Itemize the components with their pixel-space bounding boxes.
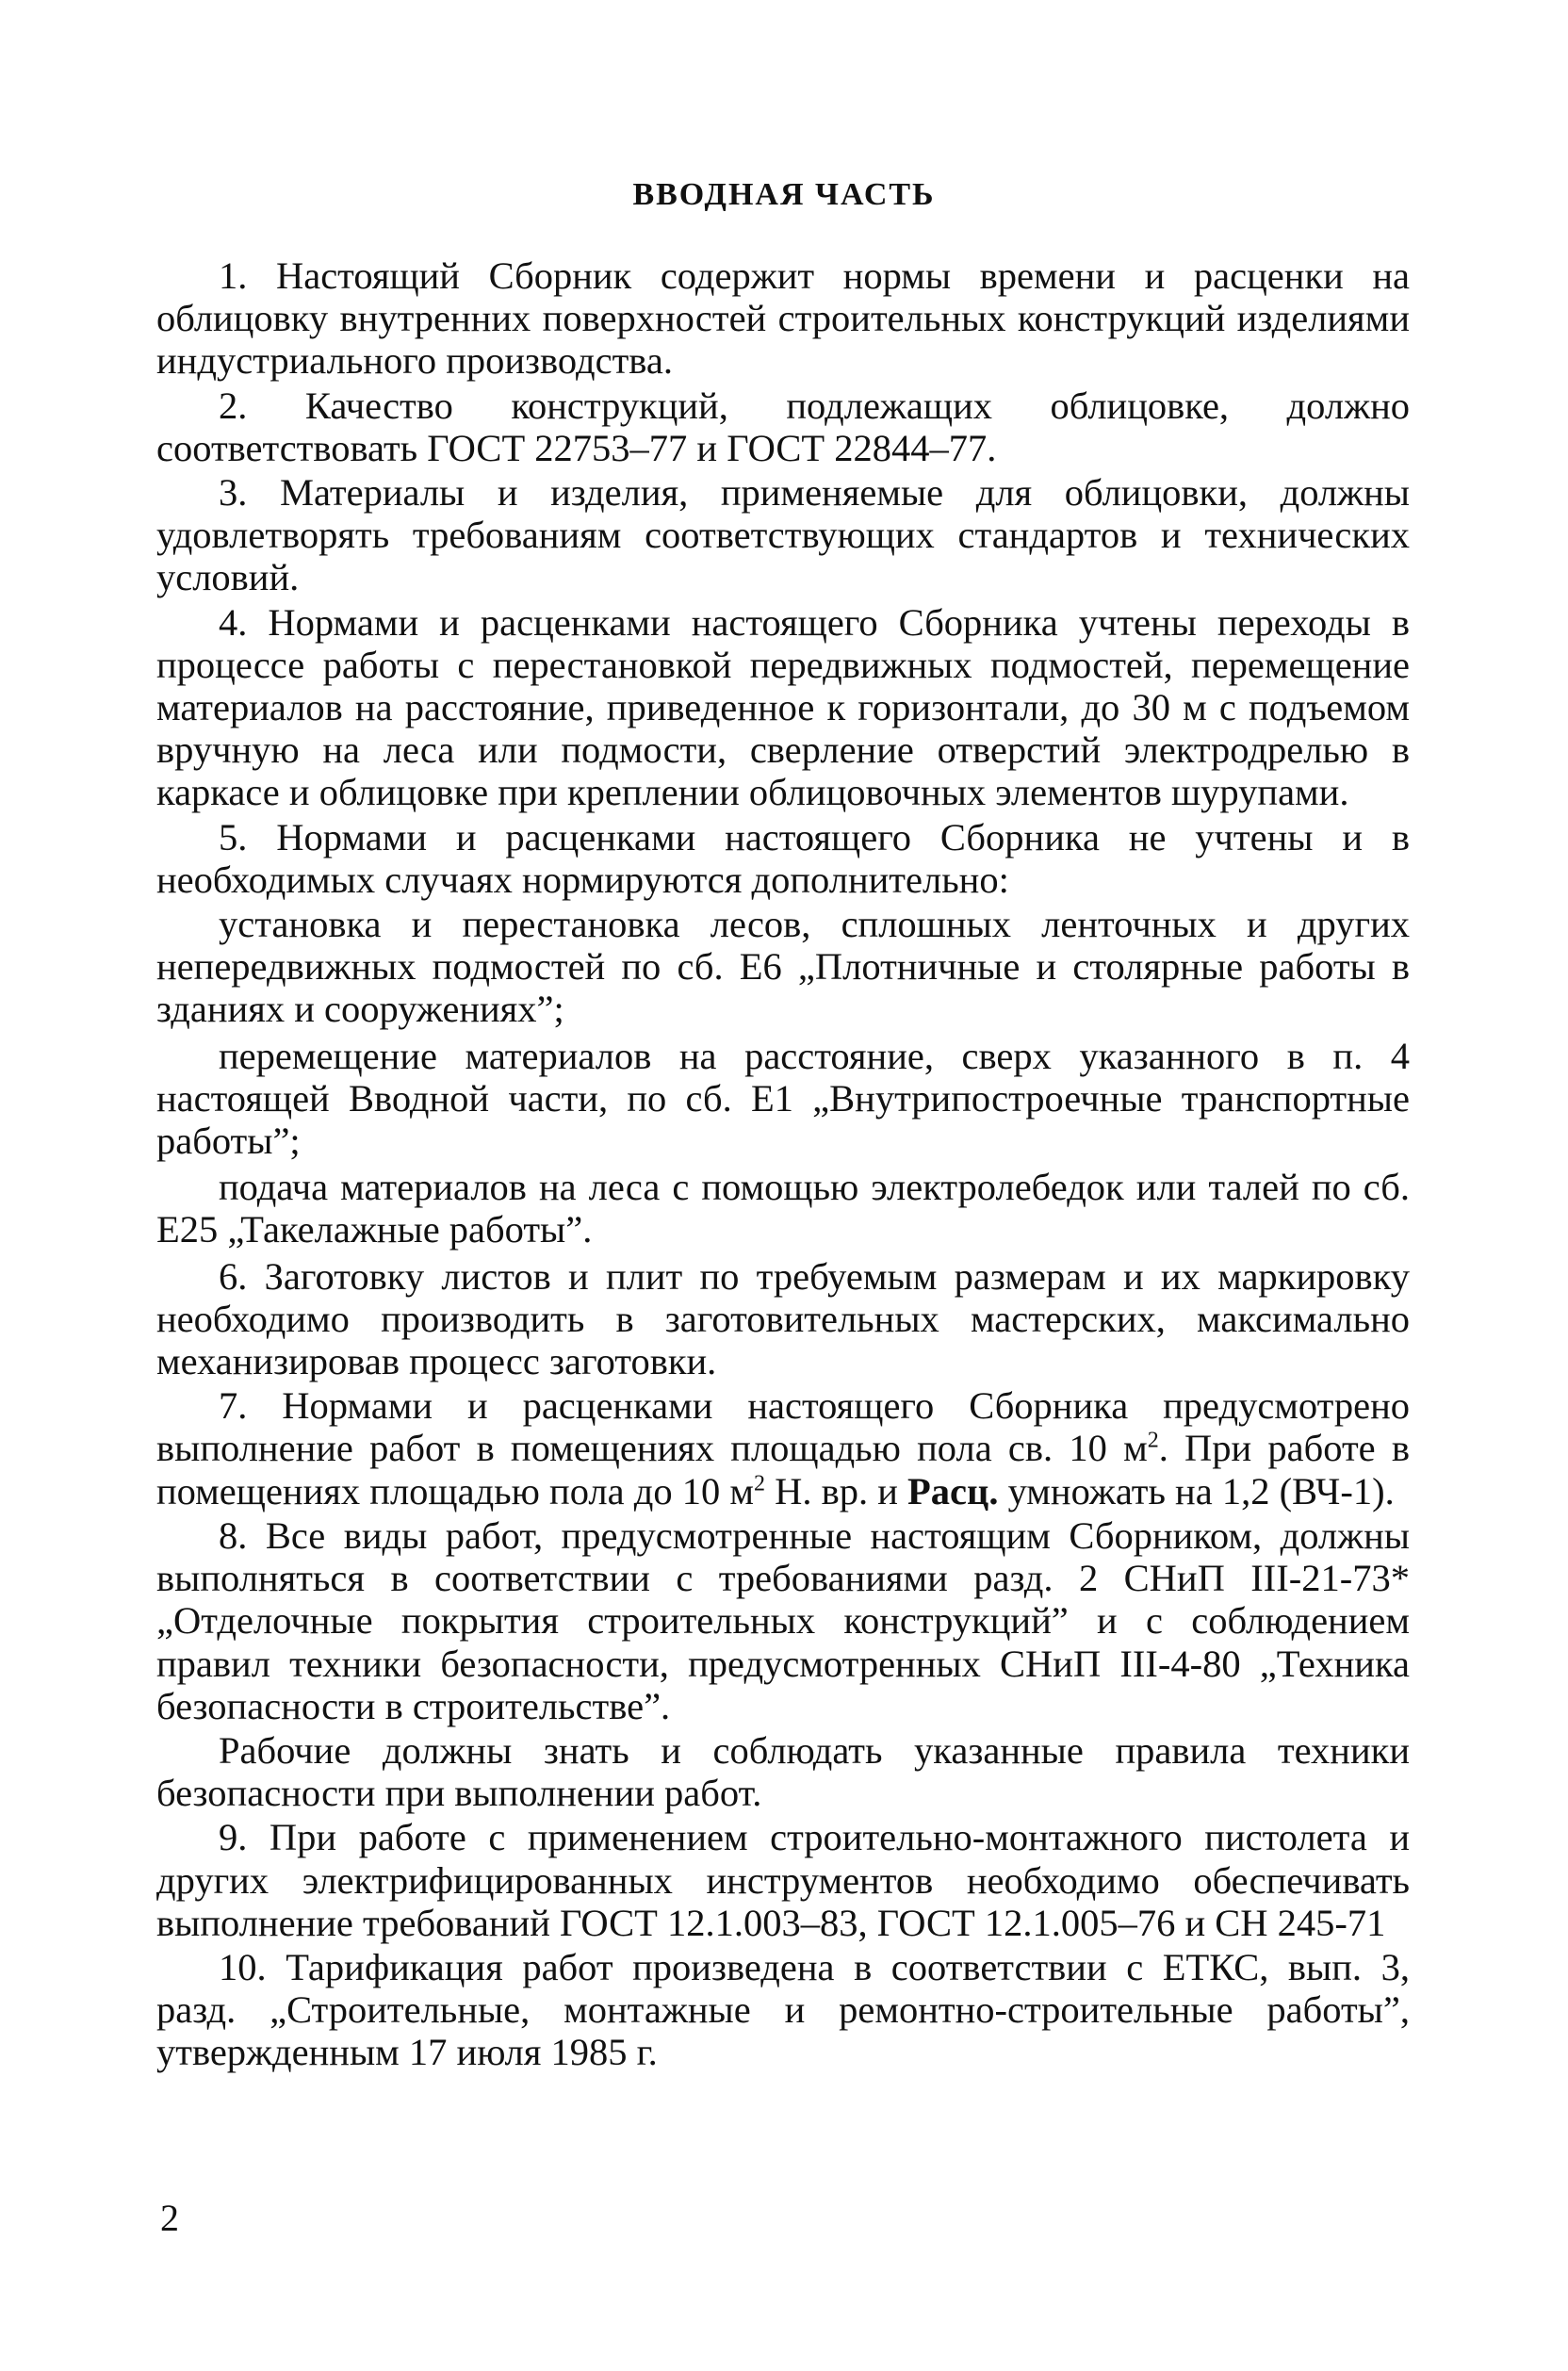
paragraph-4: 4. Нормами и расценками настоящего Сборника учтены переходы в процессе работы с перестановкой передвижных подмостей, перемещение материалов на расстояние, приведенное к горизонтали, до 30 м с подъемом вручную на леса или подмости, сверление отверстий электродрелью в каркасе и облицовке при креплении облицовочных элементов шурупами.	[156, 600, 1410, 814]
paragraph-5: 5. Нормами и расценками настоящего Сборника не учтены и в необходимых случаях нормируются дополнительно:	[156, 815, 1410, 901]
paragraph-5-item-3: подача материалов на леса с помощью электролебедок или талей по сб. Е25 „Такелажные работы”.	[156, 1166, 1410, 1251]
paragraph-3: 3. Материалы и изделия, применяемые для облицовки, должны удовлетворять требованиям соответствующих стандартов и технических условий.	[156, 471, 1410, 599]
paragraph-8: 8. Все виды работ, предусмотренные настоящим Сборником, должны выполняться в соответствии с требованиями разд. 2 СНиП III-21-73* „Отделочные покрытия строительных конструкций” и с соблюдением правил техники безопасности, предусмотренных СНиП III-4-80 „Техника безопасности в строительстве”.	[156, 1513, 1410, 1727]
paragraph-8-note: Рабочие должны знать и соблюдать указанные правила техники безопасности при выполнении работ.	[156, 1728, 1410, 1815]
paragraph-1: 1. Настоящий Сборник содержит нормы времени и расценки на облицовку внутренних поверхностей строительных конструкций изделиями индустриального производства.	[156, 254, 1410, 383]
rasc-bold: Расц.	[907, 1469, 999, 1513]
superscript-2b: 2	[753, 1471, 765, 1496]
paragraph-5-item-1: установка и перестановка лесов, сплошных ленточных и других непередвижных подмостей по сб. Е6 „Плотничные и столярные работы в зданиях и сооружениях”;	[156, 903, 1410, 1031]
page-number: 2	[160, 2197, 179, 2239]
section-heading: ВВОДНАЯ ЧАСТЬ	[632, 177, 936, 212]
paragraph-5-item-2: перемещение материалов на расстояние, сверх указанного в п. 4 настоящей Вводной части, по сб. Е1 „Внутрипостроечные транспортные работы”;	[156, 1034, 1410, 1163]
superscript-2: 2	[1147, 1428, 1159, 1453]
paragraph-7-text-2: . При работе в помещениях площадью пола до 10 м	[156, 1427, 1410, 1513]
paragraph-7	[156, 1384, 1410, 1513]
paragraph-7-text-4: умножать на 1,2 (ВЧ-1).	[998, 1469, 1395, 1513]
paragraph-10: 10. Тарификация работ произведена в соответствии с ЕТКС, вып. 3, разд. „Строительные, монтажные и ремонтно-строительные работы”, утвержденным 17 июля 1985 г.	[156, 1945, 1410, 2074]
paragraph-7-text-3: Н. вр. и	[764, 1469, 908, 1513]
paragraph-2: 2. Качество конструкций, подлежащих облицовке, должно соответствовать ГОСТ 22753–77 и ГОСТ 22844–77.	[156, 384, 1410, 469]
body-text	[156, 254, 1410, 2076]
paragraph-7-text-1: 7. Нормами и расценками настоящего Сборника предусмотрено выполнение работ в помещениях площадью пола св. 10 м	[156, 1384, 1410, 1470]
paragraph-9: 9. При работе с применением строительно-монтажного пистолета и других электрифицированных инструментов необходимо обеспечивать выполнение требований ГОСТ 12.1.003–83, ГОСТ 12.1.005–76 и СН 245-71	[156, 1816, 1410, 1944]
paragraph-6: 6. Заготовку листов и плит по требуемым размерам и их маркировку необходимо производить в заготовительных мастерских, максимально механизировав процесс заготовки.	[156, 1254, 1410, 1383]
